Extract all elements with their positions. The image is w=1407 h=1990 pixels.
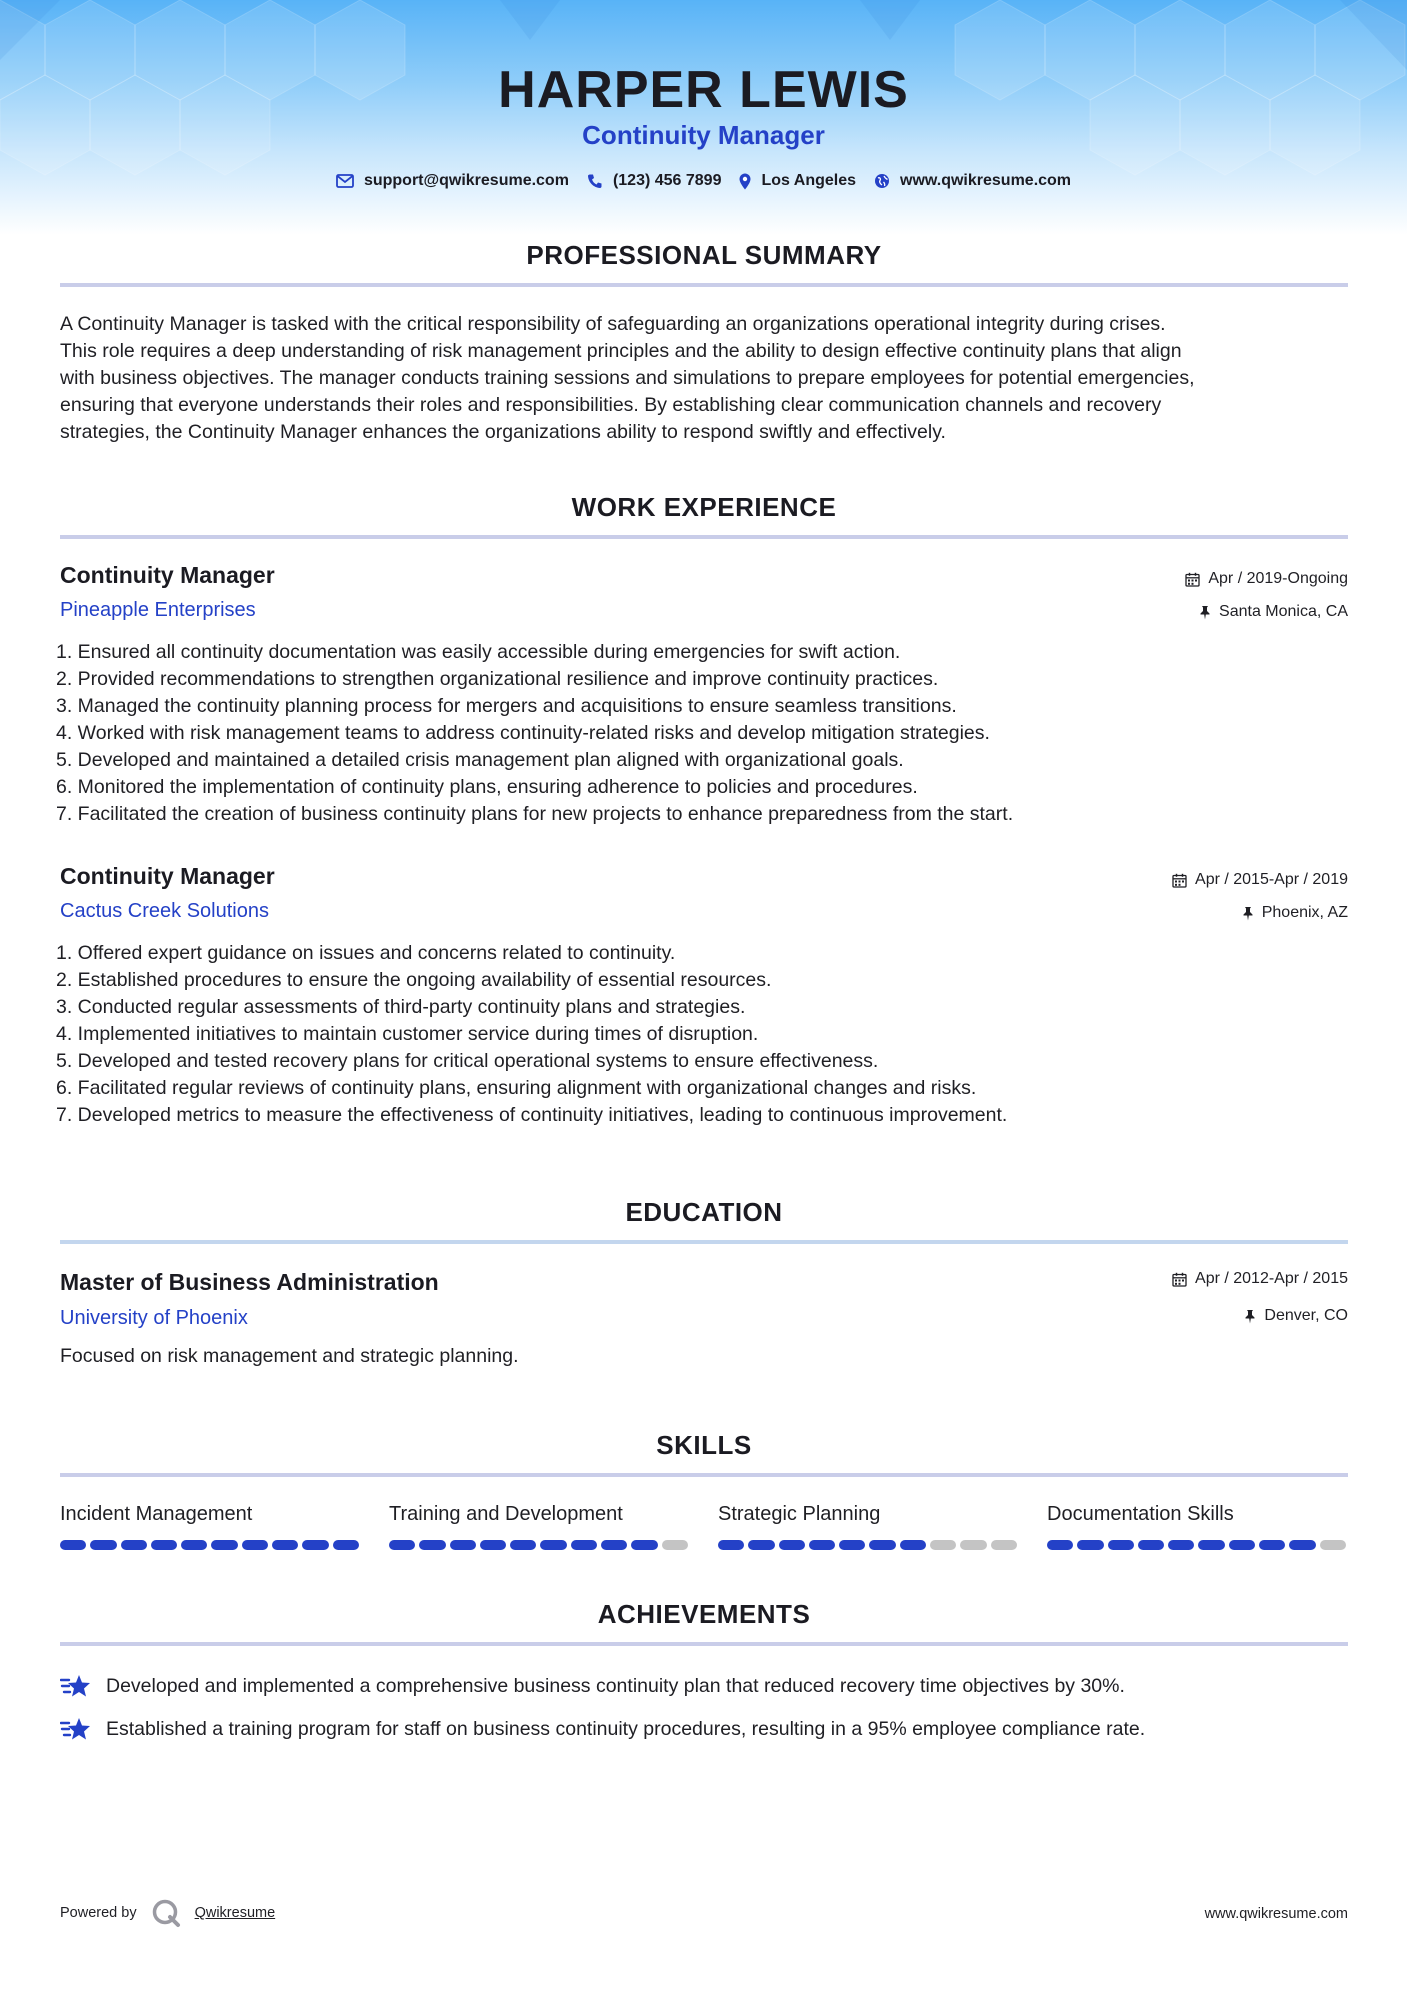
footer-website[interactable]: www.qwikresume.com <box>1204 1906 1348 1922</box>
pushpin-icon <box>1242 906 1254 921</box>
pushpin-icon <box>1244 1309 1256 1324</box>
skill-segment-filled <box>211 1540 237 1550</box>
footer-powered-by <box>60 1898 275 1928</box>
skill-segment-filled <box>1229 1540 1255 1550</box>
skill-segment-filled <box>1259 1540 1285 1550</box>
summary-line: This role requires a deep understanding of risk management principles and the ability to design effective continuity plans that align <box>60 340 1182 362</box>
contact-bar <box>0 172 1407 190</box>
skills-heading: SKILLS <box>656 1430 752 1460</box>
powered-by-label: Powered by <box>60 1905 137 1921</box>
job-location-text: Santa Monica, CA <box>1219 603 1348 620</box>
achievement-text: Developed and implemented a comprehensive business continuity plan that reduced recovery time objectives by 30%. <box>106 1674 1125 1697</box>
skill-segment-filled <box>1168 1540 1194 1550</box>
skill-segment-filled <box>900 1540 926 1550</box>
skill-segment-filled <box>272 1540 298 1550</box>
calendar-icon <box>1172 873 1187 888</box>
skill-segment-filled <box>1108 1540 1134 1550</box>
education-location <box>1244 1307 1348 1325</box>
list-item: 4. Implemented initiatives to maintain customer service during times of disruption. <box>56 1023 759 1045</box>
skill-name: Documentation Skills <box>1047 1503 1234 1525</box>
skill-segment-filled <box>748 1540 774 1550</box>
skill-segment-filled <box>869 1540 895 1550</box>
skill-segment-empty <box>960 1540 986 1550</box>
skill-item <box>1047 1500 1346 1550</box>
calendar-icon <box>1185 572 1200 587</box>
list-item: 1. Offered expert guidance on issues and concerns related to continuity. <box>56 942 676 964</box>
skill-segment-filled <box>302 1540 328 1550</box>
job-company: Cactus Creek Solutions <box>60 900 269 922</box>
shooting-star-icon <box>60 1672 92 1700</box>
website-text: www.qwikresume.com <box>900 172 1072 189</box>
skill-segment-filled <box>510 1540 536 1550</box>
skill-level-bar <box>60 1540 359 1550</box>
pushpin-icon <box>1199 605 1211 620</box>
skill-segment-filled <box>540 1540 566 1550</box>
education-dates <box>1172 1270 1348 1288</box>
summary-text <box>60 311 1350 446</box>
achievements-divider <box>60 1642 1348 1646</box>
shooting-star-icon <box>60 1715 92 1743</box>
summary-divider <box>60 283 1348 287</box>
skill-segment-filled <box>779 1540 805 1550</box>
skill-segment-filled <box>1077 1540 1103 1550</box>
education-divider <box>60 1240 1348 1244</box>
list-item: 5. Developed and maintained a detailed crisis management plan aligned with organizational goals. <box>56 749 904 771</box>
degree-title: Master of Business Administration <box>60 1269 439 1295</box>
job-company: Pineapple Enterprises <box>60 599 256 621</box>
education-dates-text: Apr / 2012-Apr / 2015 <box>1195 1270 1348 1287</box>
skill-segment-filled <box>1138 1540 1164 1550</box>
phone-text: (123) 456 7899 <box>612 172 722 189</box>
skill-item <box>718 1500 1017 1550</box>
skill-level-bar <box>1047 1540 1346 1550</box>
achievements-heading: ACHIEVEMENTS <box>597 1599 811 1629</box>
job-location <box>1242 904 1348 922</box>
skill-segment-filled <box>389 1540 415 1550</box>
list-item: 4. Worked with risk management teams to address continuity-related risks and develop mitigation strategies. <box>56 722 990 744</box>
skills-list <box>60 1500 1348 1550</box>
envelope-icon <box>336 174 354 188</box>
list-item: 1. Ensured all continuity documentation was easily accessible during emergencies for swift action. <box>56 641 901 663</box>
skill-segment-filled <box>450 1540 476 1550</box>
skill-name: Incident Management <box>60 1503 253 1525</box>
skills-divider <box>60 1473 1348 1477</box>
list-item: 3. Conducted regular assessments of third-party continuity plans and strategies. <box>56 996 746 1018</box>
summary-line: ensuring that everyone understands their roles and responsibilities. By establishing clear communication channels and recovery <box>60 394 1162 416</box>
education-location-text: Denver, CO <box>1264 1307 1348 1324</box>
job-title: Continuity Manager <box>60 863 275 889</box>
skill-level-bar <box>389 1540 688 1550</box>
education-description: Focused on risk management and strategic planning. <box>60 1345 519 1367</box>
job-title: Continuity Manager <box>60 562 275 588</box>
skill-level-bar <box>718 1540 1017 1550</box>
contact-email[interactable] <box>336 172 569 190</box>
skill-segment-filled <box>601 1540 627 1550</box>
summary-line: strategies, the Continuity Manager enhances the organizations ability to respond swiftly and effectively. <box>60 421 946 443</box>
globe-icon <box>874 173 890 189</box>
phone-icon <box>587 173 603 189</box>
achievement-item <box>60 1715 1350 1743</box>
skill-name: Strategic Planning <box>718 1503 881 1525</box>
contact-location <box>739 172 856 190</box>
skill-name: Training and Development <box>389 1503 623 1525</box>
experience-heading: WORK EXPERIENCE <box>571 492 837 522</box>
skill-segment-empty <box>991 1540 1017 1550</box>
list-item: 5. Developed and tested recovery plans for critical operational systems to ensure effectiveness. <box>56 1050 879 1072</box>
list-item: 2. Established procedures to ensure the ongoing availability of essential resources. <box>56 969 772 991</box>
education-heading: EDUCATION <box>625 1197 783 1227</box>
job-responsibilities <box>56 940 1346 1129</box>
skill-segment-filled <box>181 1540 207 1550</box>
email-text: support@qwikresume.com <box>363 172 569 189</box>
job-dates <box>1185 570 1348 588</box>
achievement-text: Established a training program for staff on business continuity procedures, resulting in a 95% employee compliance rate. <box>106 1717 1146 1740</box>
skill-segment-filled <box>718 1540 744 1550</box>
skill-segment-filled <box>151 1540 177 1550</box>
skill-segment-filled <box>242 1540 268 1550</box>
skill-segment-filled <box>333 1540 359 1550</box>
summary-heading: PROFESSIONAL SUMMARY <box>526 240 882 270</box>
job-dates <box>1172 871 1348 889</box>
job-location-text: Phoenix, AZ <box>1261 904 1348 921</box>
calendar-icon <box>1172 1272 1187 1287</box>
skill-segment-empty <box>1320 1540 1346 1550</box>
skill-segment-filled <box>60 1540 86 1550</box>
candidate-name: HARPER LEWIS <box>498 61 909 119</box>
skill-segment-filled <box>419 1540 445 1550</box>
location-text: Los Angeles <box>761 172 857 189</box>
skill-segment-filled <box>839 1540 865 1550</box>
map-pin-icon <box>739 173 751 190</box>
list-item: 7. Facilitated the creation of business continuity plans for new projects to enhance preparedness from the start. <box>56 803 1014 825</box>
job-dates-text: Apr / 2019-Ongoing <box>1208 570 1348 587</box>
candidate-role: Continuity Manager <box>582 120 825 150</box>
list-item: 2. Provided recommendations to strengthen organizational resilience and improve continuity practices. <box>56 668 939 690</box>
summary-line: with business objectives. The manager conducts training sessions and simulations to prepare employees for potential emergencies, <box>60 367 1195 389</box>
job-dates-text: Apr / 2015-Apr / 2019 <box>1195 871 1348 888</box>
skill-segment-filled <box>809 1540 835 1550</box>
school-name: University of Phoenix <box>60 1307 248 1329</box>
summary-line: A Continuity Manager is tasked with the critical responsibility of safeguarding an organizations operational integrity during crises. <box>60 313 1166 335</box>
skill-segment-empty <box>662 1540 688 1550</box>
experience-divider <box>60 535 1348 539</box>
list-item: 6. Facilitated regular reviews of continuity plans, ensuring alignment with organizational changes and risks. <box>56 1077 977 1099</box>
skill-item <box>60 1500 359 1550</box>
job-location <box>1199 603 1348 621</box>
skill-segment-filled <box>631 1540 657 1550</box>
achievement-item <box>60 1672 1350 1700</box>
qwikresume-link[interactable]: Qwikresume <box>194 1905 276 1921</box>
skill-item <box>389 1500 688 1550</box>
contact-website[interactable] <box>874 172 1071 190</box>
skill-segment-filled <box>90 1540 116 1550</box>
list-item: 3. Managed the continuity planning process for mergers and acquisitions to ensure seamless transitions. <box>56 695 957 717</box>
skill-segment-filled <box>1047 1540 1073 1550</box>
qwikresume-logo-icon <box>151 1898 181 1928</box>
skill-segment-filled <box>1198 1540 1224 1550</box>
contact-phone[interactable] <box>587 172 722 190</box>
job-responsibilities <box>56 639 1346 828</box>
skill-segment-filled <box>480 1540 506 1550</box>
skill-segment-filled <box>1289 1540 1315 1550</box>
list-item: 6. Monitored the implementation of continuity plans, ensuring adherence to policies and procedures. <box>56 776 918 798</box>
skill-segment-empty <box>930 1540 956 1550</box>
list-item: 7. Developed metrics to measure the effectiveness of continuity initiatives, leading to continuous improvement. <box>56 1104 1008 1126</box>
skill-segment-filled <box>121 1540 147 1550</box>
skill-segment-filled <box>571 1540 597 1550</box>
